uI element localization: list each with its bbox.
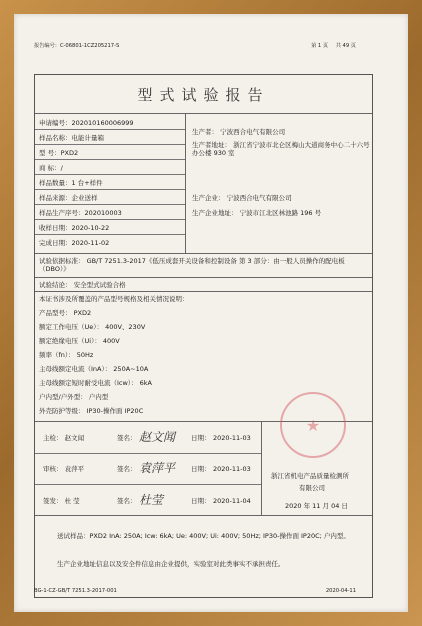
spec-busbar-current: 主母线额定电流（InA）： 250A~10A [39,365,149,373]
reviewer-sign-label: 签名： [117,465,137,473]
sample-serial: 样品生产序号：202010003 [39,209,122,217]
spec-ip-rating: 外壳防护等级： IP30-操作面 IP20C [39,407,144,415]
approver: 签发： 杜 莹 [43,497,80,505]
test-basis: 试验依据标准： GB/T 7251.3-2017《低压成套开关设备和控制设备 第 3 部分：由一般人员操作的配电板（DBO）》 [39,257,345,273]
official-seal: ★ [280,392,346,458]
reviewer-signature: 袁萍平 [139,461,176,475]
spec-short-time-current: 主母线额定短时耐受电流（Icw）： 6kA [39,379,152,387]
info-section [35,113,372,253]
spec-frequency: 频率（fn）： 50Hz [39,351,94,359]
inspector: 主检： 赵文闻 [43,434,85,442]
issue-date: 2020 年 11 月 04 日 [285,502,348,510]
page-total: 共 49 页 [335,43,356,49]
trademark: 商 标：/ [39,164,63,172]
report-table [34,74,373,598]
approver-sign-label: 签名： [117,497,137,505]
approver-date-label: 日期： [191,497,211,505]
inspector-sign-label: 签名： [117,434,137,442]
factory-address: 生产企业地址： 宁波市江北区林池路 196 号 [192,209,322,217]
conclusion: 试验结论： 安全型式试验合格 [39,281,126,289]
inspector-date-label: 日期： [191,434,211,442]
reviewer-date-label: 日期： [191,465,211,473]
remark-disclaimer: 生产企业地址信息以及安全件信息由企业提供，实验室对此类事实不承担责任。 [57,560,285,568]
completion-date: 完成日期：2020-11-02 [39,239,110,247]
producer: 生产者： 宁波西合电气有限公司 [192,128,286,136]
spec-indoor-outdoor: 户内型/户外型： 户内型 [39,393,109,401]
inspector-signature: 赵文闻 [139,430,176,444]
sample-name: 样品名称：电能计量箱 [39,134,104,142]
report-title: 型式试验报告 [137,85,270,104]
issuer-name-2: 有限公司 [299,484,325,492]
reviewer-date: 2020-11-03 [213,465,251,473]
footer-code: BG-1-CZ-GB/T 7251.3-2017-001 [34,588,117,594]
sample-source: 样品来源：企业送样 [39,194,98,202]
page-current: 第 1 页 [311,43,329,49]
approver-date: 2020-11-04 [213,497,251,505]
specs-heading: 本证书涉及所覆盖的产品型号规格及相关情况说明： [39,295,189,303]
application-number: 申请编号：202010160006999 [39,119,134,127]
model: 型 号：PXD2 [39,149,79,157]
spec-model: 产品型号： PXD2 [39,309,92,317]
page-indicator [305,43,356,50]
sample-quantity: 样品数量：1 台+样件 [39,179,103,187]
footer-date: 2020-04-11 [325,588,356,594]
spec-insulation-voltage: 额定绝缘电压（Ui）： 400V [39,337,120,345]
spec-rated-voltage: 额定工作电压（Ue）： 400V、230V [39,323,146,331]
reviewer: 审核： 袁萍平 [43,465,85,473]
producer-address: 生产者地址： 浙江省宁波市北仑区梅山大道商务中心二十六号办公楼 930 室 [192,141,370,157]
remark-sample: 送试样品：PXD2 InA: 250A; Icw: 6kA; Ue: 400V; Ui: 400V; 50Hz; IP30-操作面 IP20C; 户内型。 [57,532,350,540]
issuer-name: 浙江省机电产品质量检测所 [271,472,349,480]
report-number: 报告编号：C-06801-1CZ205217-S [34,43,120,49]
remarks-section [35,515,372,599]
inspector-date: 2020-11-03 [213,434,251,442]
factory: 生产企业： 宁波西合电气有限公司 [192,194,292,202]
approver-signature: 杜莹 [139,493,164,507]
receive-date: 收样日期：2020-10-22 [39,224,110,232]
report-page [14,14,408,612]
conclusion-row [35,277,372,291]
test-basis-row [35,253,372,277]
